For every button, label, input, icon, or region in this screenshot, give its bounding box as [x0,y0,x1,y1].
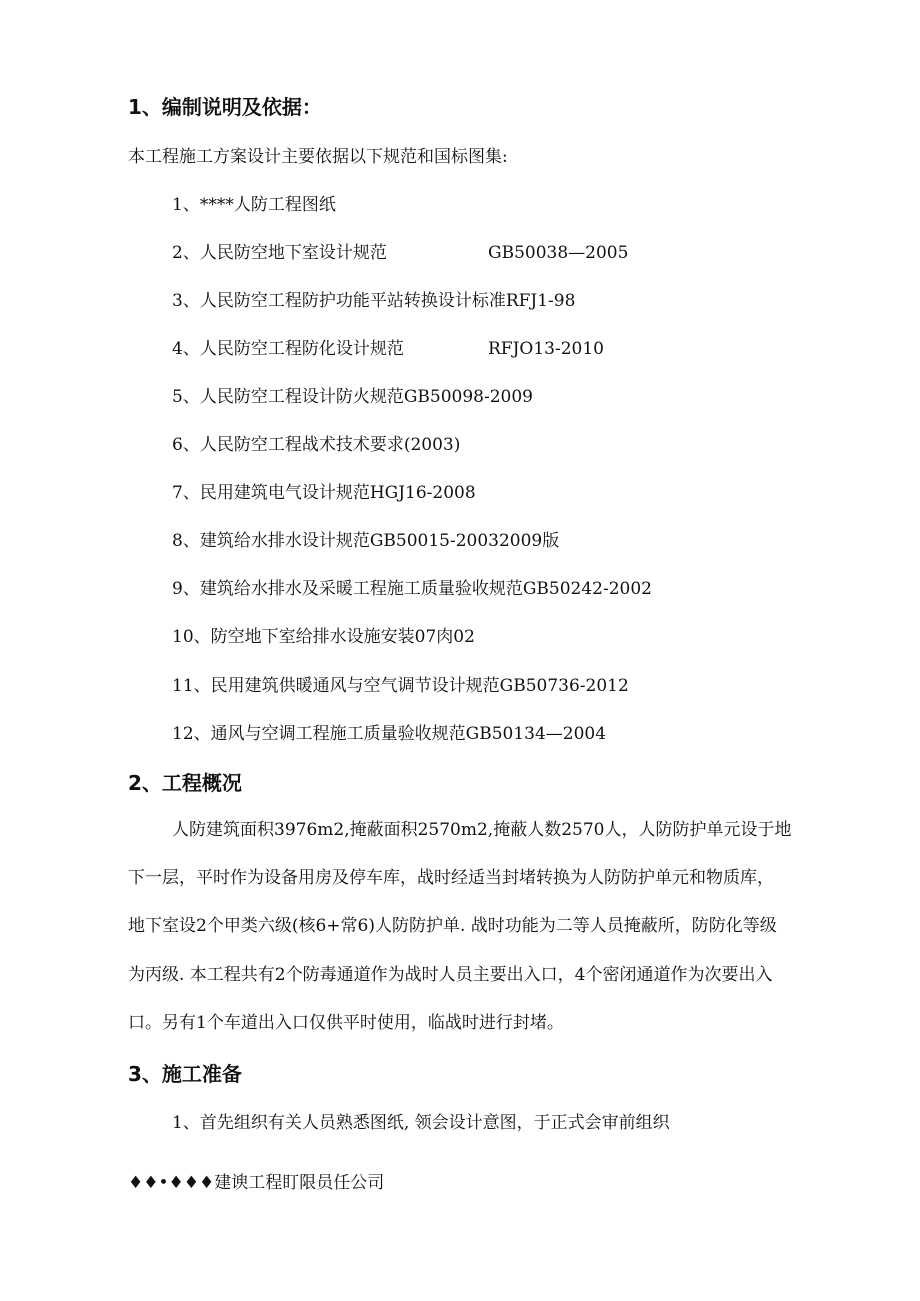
reference-item-4-code: RFJO13-2010 [488,339,604,359]
section-3-heading: 3、施工准备 [128,1062,242,1086]
reference-item-6: 6、人民防空工程战术技术要求(2003) [172,435,461,455]
overview-line-2: 下一层，平时作为设备用房及停车库，战时经适当封堵转换为人防防护单元和物质库， [128,868,774,888]
section-2-heading: 2、工程概况 [128,771,242,795]
preparation-item-1: 1、首先组织有关人员熟悉图纸, 领会设计意图，于正式会审前组织 [172,1113,670,1133]
section-1-intro: 本工程施工方案设计主要依据以下规范和国标图集: [128,147,508,167]
overview-line-1: 人防建筑面积3976m2,掩蔽面积2570m2,掩蔽人数2570人，人防防护单元设于地 [172,820,792,840]
reference-item-10: 10、防空地下室给排水设施安装07肉02 [172,627,475,647]
reference-item-2: 2、人民防空地下室设计规范 [172,243,387,263]
section-1-heading: 1、编制说明及依据： [128,95,322,119]
reference-item-11: 11、民用建筑供暖通风与空气调节设计规范GB50736-2012 [172,676,629,696]
overview-line-3: 地下室设2个甲类六级(核6+常6)人防防护单. 战时功能为二等人员掩蔽所，防防化等级 [128,916,777,936]
reference-item-3: 3、人民防空工程防护功能平站转换设计标准RFJ1-98 [172,291,576,311]
reference-item-9: 9、建筑给水排水及采暖工程施工质量验收规范GB50242-2002 [172,579,652,599]
reference-item-12: 12、通风与空调工程施工质量验收规范GB50134—2004 [172,724,607,744]
reference-item-5: 5、人民防空工程设计防火规范GB50098-2009 [172,387,533,407]
reference-item-1: 1、****人防工程图纸 [172,195,336,215]
reference-item-7: 7、民用建筑电气设计规范HGJ16-2008 [172,483,476,503]
reference-item-8: 8、建筑给水排水设计规范GB50015-20032009版 [172,531,560,551]
reference-item-4: 4、人民防空工程防化设计规范 [172,339,404,359]
overview-line-5: 口。另有1个车道出入口仅供平时使用，临战时进行封堵。 [128,1013,564,1033]
reference-item-2-code: GB50038—2005 [488,243,629,263]
overview-line-4: 为丙级. 本工程共有2个防毒通道作为战时人员主要出入口，4个密闭通道作为次要出入 [128,965,773,985]
footer-company-name: ♦♦•♦♦♦建谀工程盯限员任公司 [128,1173,385,1193]
